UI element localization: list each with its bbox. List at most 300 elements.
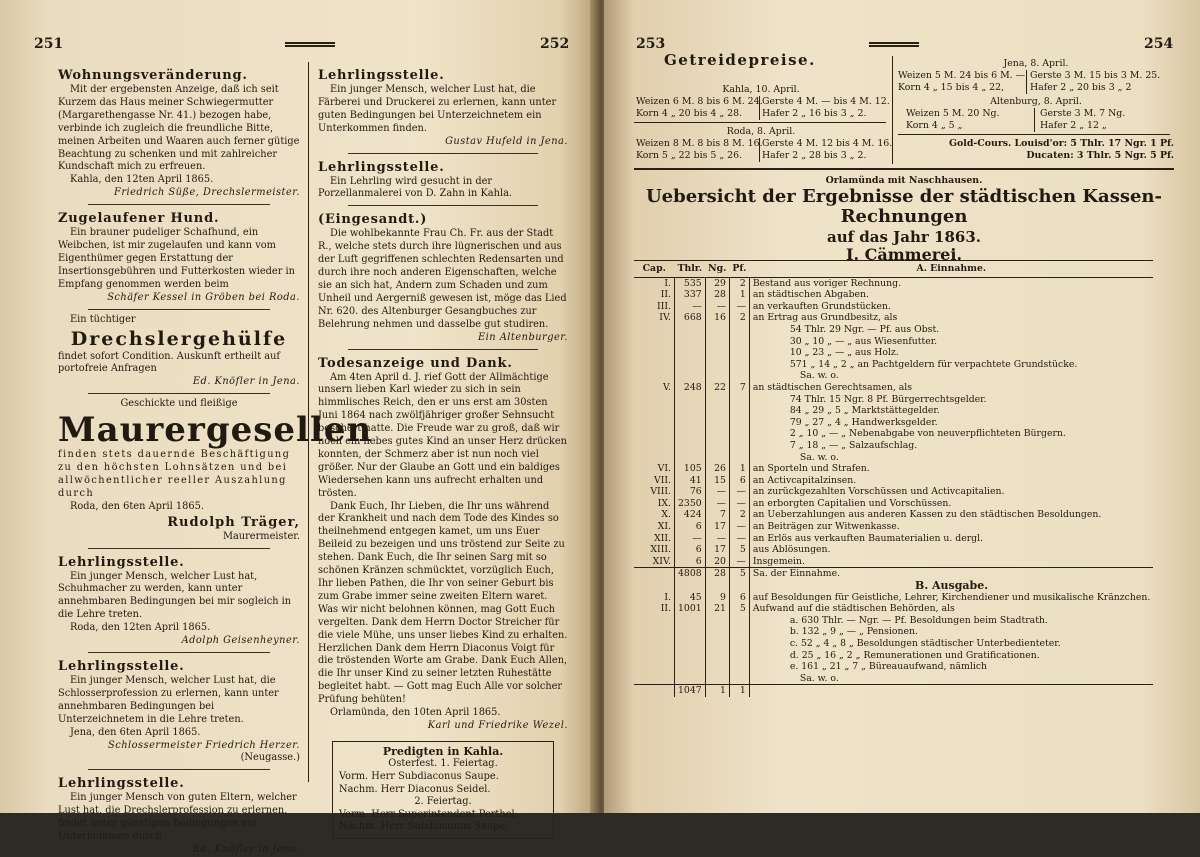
ad-wohnung-body: Mit der ergebensten Anzeige, daß ich seit Kurzem das Haus meiner Schwiegermutter (Margarethengasse Nr. 41.) bezogen habe, verbinde ich zugleich die freundliche Bitte, meinen Arbeiten und Waaren auch ferner gütige Beachtung zu schenken und mit zahlreicher Kundschaft mich zu erfreuen. xyxy=(58,84,300,173)
page-number-251: 251 xyxy=(34,36,64,52)
jena-head: Jena, 8. April. xyxy=(1003,58,1069,69)
table-row xyxy=(634,440,1153,452)
row-text: Insgemein. xyxy=(752,555,805,567)
divider xyxy=(348,153,538,154)
row-pf: — xyxy=(729,486,749,498)
ad-d-date: Orlamünda, den 10ten April 1865. xyxy=(330,707,501,719)
table-row xyxy=(634,638,1153,650)
ad-maurer-title: Maurergesellen xyxy=(58,410,373,451)
table-row xyxy=(634,347,1153,359)
table-row xyxy=(634,544,1153,556)
row-ng: 21 xyxy=(705,603,729,615)
row-cap xyxy=(634,359,675,371)
row-text: c. 52 „ 4 „ 8 „ Besoldungen städtischer Unterbedienteter. xyxy=(789,638,1061,649)
kasse-section: I. Cämmerei. xyxy=(845,245,963,264)
row-text: an Ertrag aus Grundbesitz, als xyxy=(752,312,898,324)
row-text: 30 „ 10 „ — „ aus Wiesenfutter. xyxy=(789,335,938,347)
table-row xyxy=(634,382,1153,394)
altenburg-gerste: Gerste 3 M. 7 Ng. xyxy=(1040,108,1126,119)
ad-lehrling3-body: Ein junger Mensch von guten Eltern, welcher Lust hat, die Drechslerprofession zu erlernen, findet unter günstigen Bedingungen ein Unterkommen durch xyxy=(58,792,297,843)
col-thlr: Thlr. xyxy=(675,261,706,278)
row-cap xyxy=(634,405,675,417)
row-pf xyxy=(729,615,749,627)
table-row xyxy=(634,359,1153,371)
row-text: an verkauften Grundstücken. xyxy=(752,300,891,312)
row-cap: III. xyxy=(634,301,675,313)
row-text: an erborgten Capitalien und Vorschüssen. xyxy=(752,497,952,509)
row-cap xyxy=(634,650,675,662)
row-ng: 9 xyxy=(705,592,729,604)
row-text: Sa. w. o. xyxy=(799,370,839,382)
row-ng: 29 xyxy=(705,277,729,289)
table-row xyxy=(634,533,1153,545)
row-cap: VI. xyxy=(634,463,675,475)
ad-lehrling1-title: Lehrlingsstelle. xyxy=(58,554,185,570)
row-text: 2 „ 10 „ — „ Nebenabgabe von neuverpflichteten Bürgern. xyxy=(789,428,1066,440)
kasse-table-header xyxy=(634,261,1153,278)
row-cap: VIII. xyxy=(634,486,675,498)
last-thlr: 1047 xyxy=(675,685,706,697)
row-pf: — xyxy=(729,521,749,533)
ausgabe-rows xyxy=(634,592,1153,685)
page-number-254: 254 xyxy=(1144,36,1174,52)
jena-korn: Korn 4 „ 15 bis 4 „ 22, xyxy=(898,82,1005,93)
row-ng xyxy=(705,661,729,673)
row-pf: 2 xyxy=(729,312,749,324)
kasse-place: Orlamünda mit Naschhausen. xyxy=(825,175,983,186)
row-pf: 2 xyxy=(729,509,749,521)
row-cap xyxy=(634,615,675,627)
row-text: Sa. w. o. xyxy=(799,451,839,463)
kasse-subtitle: auf das Jahr 1863. xyxy=(827,228,981,246)
row-pf xyxy=(729,428,749,440)
ad-lehrling2-date: Jena, den 6ten April 1865. xyxy=(70,726,201,738)
ad-maurer-pre: Geschickte und fleißige xyxy=(120,398,238,410)
row-text: 10 „ 23 „ — „ aus Holz. xyxy=(789,347,899,359)
row-text: Bestand aus voriger Rechnung. xyxy=(752,277,902,289)
row-pf xyxy=(729,336,749,348)
row-ng xyxy=(705,440,729,452)
ad-a-body: Ein junger Mensch, welcher Lust hat, die Färberei und Druckerei zu erlernen, kann unter guten Bedingungen bei Unterzeichnetem ein Unterkommen finden. xyxy=(318,84,557,134)
ad-wohnung-title: Wohnungsveränderung. xyxy=(58,68,248,83)
row-thlr: 6 xyxy=(675,521,706,533)
row-text: 54 Thlr. 29 Ngr. — Pf. aus Obst. xyxy=(789,323,940,335)
row-thlr: 248 xyxy=(675,382,706,394)
row-ng xyxy=(705,452,729,464)
row-cap xyxy=(634,626,675,638)
row-ng: 22 xyxy=(705,382,729,394)
row-cap xyxy=(634,428,675,440)
ad-lehrling2-role: (Neugasse.) xyxy=(240,752,300,764)
col-cap: Cap. xyxy=(634,261,675,278)
row-thlr xyxy=(675,452,706,464)
roda-hafer: Hafer 2 „ 28 bis 3 „ 2. xyxy=(762,150,867,161)
row-ng: — xyxy=(705,533,729,545)
row-pf: 6 xyxy=(729,592,749,604)
header-rule xyxy=(869,42,919,47)
price-divider xyxy=(759,138,760,162)
kahla-gerste: Gerste 4 M. — bis 4 M. 12. xyxy=(762,96,890,107)
divider xyxy=(348,349,538,350)
ad-b-title: Lehrlingsstelle. xyxy=(318,159,445,175)
row-thlr: — xyxy=(675,301,706,313)
predigten-line-6: Nachm. Herr Subdiaconus Saupe. xyxy=(339,821,509,833)
row-pf xyxy=(729,440,749,452)
row-ng: — xyxy=(705,301,729,313)
row-ng xyxy=(705,615,729,627)
row-pf xyxy=(729,626,749,638)
ad-a-signature: Gustav Hufeld in Jena. xyxy=(445,135,568,147)
table-row xyxy=(634,289,1153,301)
row-text: an Ueberzahlungen aus anderen Kassen zu den städtischen Besoldungen. xyxy=(752,509,1102,521)
gold-cours xyxy=(904,138,1174,162)
ad-maurer-role: Maurermeister. xyxy=(222,530,300,542)
row-cap xyxy=(634,336,675,348)
sum-text: Sa. der Einnahme. xyxy=(749,568,1153,580)
einnahme-head: A. Einnahme. xyxy=(749,261,1153,278)
row-ng: 7 xyxy=(705,509,729,521)
price-divider xyxy=(1034,108,1035,132)
row-text: 571 „ 14 „ 2 „ an Pachtgeldern für verpachtete Grundstücke. xyxy=(789,358,1078,370)
ad-drechsler-title: Drechslergehülfe xyxy=(70,327,288,350)
predigten-box xyxy=(332,741,554,839)
row-ng: 15 xyxy=(705,475,729,487)
row-thlr: 2350 xyxy=(675,498,706,510)
row-thlr: 1001 xyxy=(675,603,706,615)
getreide-kahla-right xyxy=(762,96,890,120)
row-ng xyxy=(705,324,729,336)
table-row xyxy=(634,486,1153,498)
row-cap: V. xyxy=(634,382,675,394)
gold-cours-line: Gold-Cours. Louisd'or: 5 Thlr. 17 Ngr. 1 Pf. xyxy=(949,138,1174,149)
row-text: an Beiträgen zur Witwenkasse. xyxy=(752,521,900,533)
table-row xyxy=(634,509,1153,521)
predigten-line-3: Nachm. Herr Diaconus Seidel. xyxy=(339,783,491,795)
row-text: 79 „ 27 „ 4 „ Handwerksgelder. xyxy=(789,416,938,428)
row-thlr: 45 xyxy=(675,592,706,604)
price-rule xyxy=(634,122,886,123)
table-row xyxy=(634,650,1153,662)
table-row xyxy=(634,452,1153,464)
roda-korn: Korn 5 „ 22 bis 5 „ 26. xyxy=(636,150,743,161)
row-ng xyxy=(705,417,729,429)
table-row xyxy=(634,661,1153,673)
header-rule xyxy=(285,42,335,47)
row-pf xyxy=(729,370,749,382)
row-pf: 6 xyxy=(729,475,749,487)
page-number-253: 253 xyxy=(636,36,666,52)
sum-thlr: 4808 xyxy=(675,568,706,580)
row-cap xyxy=(634,324,675,336)
row-thlr xyxy=(675,324,706,336)
row-ng: 26 xyxy=(705,463,729,475)
row-pf xyxy=(729,347,749,359)
divider xyxy=(88,393,270,394)
getreide-roda-right xyxy=(762,138,892,162)
ad-lehrling2-title: Lehrlingsstelle. xyxy=(58,659,185,674)
row-thlr xyxy=(675,347,706,359)
getreide-altenburg-right xyxy=(1040,108,1125,132)
left-page xyxy=(0,0,596,855)
ad-drechsler-signature: Ed. Knöfler in Jena. xyxy=(192,376,300,388)
predigten-title: Predigten in Kahla. xyxy=(382,744,504,758)
kahla-head: Kahla, 10. April. xyxy=(722,84,800,95)
roda-head: Roda, 8. April. xyxy=(726,126,796,137)
row-cap xyxy=(634,440,675,452)
ad-d-body2: Dank Euch, Ihr Lieben, die Ihr uns während der Krankheit und nach dem Tode des Kindes so theilnehmend entgegen kamet, um uns Euer Beileid zu bezeigen und uns tröstend zur Seite zu stehen. Dank Euch, die Ihr seinen Sarg mit so schönen Kränzen schmücktet, vorzüglich Euch, Ihr lieben Pathen, die Ihr von seiner Geburt bis zum Grabe immer seine zweiten Eltern waret. Was wir nicht belohnen können, mag Gott Euch vergelten. Dank dem Herrn Doctor Streicher für die viele Mühe, uns unser liebes Kind zu erhalten. Herzlichen Dank dem Herrn Diaconus Voigt für die tröstenden Worte am Grabe. Dank Euch Allen, die Ihr unser Kind zu seiner letzten Ruhestätte begleitet habt. — Gott mag Euch Alle vor solcher Prüfung behüten! xyxy=(318,500,568,706)
ad-drechsler-body: findet sofort Condition. Auskunft ertheilt auf portofreie Anfragen xyxy=(58,350,281,375)
row-thlr: 424 xyxy=(675,509,706,521)
ad-c-title: (Eingesandt.) xyxy=(318,212,428,228)
section-rule xyxy=(634,168,1174,170)
row-ng xyxy=(705,650,729,662)
table-row xyxy=(634,673,1153,685)
row-thlr xyxy=(675,417,706,429)
row-pf: 2 xyxy=(729,277,749,289)
row-thlr: 76 xyxy=(675,486,706,498)
row-cap xyxy=(634,417,675,429)
row-cap xyxy=(634,347,675,359)
altenburg-korn: Korn 4 „ 5 „ xyxy=(906,120,963,131)
ad-hund-body: Ein brauner pudeliger Schafhund, ein Weibchen, ist mir zugelaufen und kann vom Eigenthümer gegen Erstattung der Insertionsgebühren und Futterkosten wieder in Empfang genommen werden beim xyxy=(58,227,295,290)
divider xyxy=(88,548,270,549)
table-row xyxy=(634,475,1153,487)
row-ng: 20 xyxy=(705,556,729,568)
divider xyxy=(88,204,270,205)
ad-lehrling1-date: Roda, den 12ten April 1865. xyxy=(70,622,211,634)
kasse-title: Uebersicht der Ergebnisse der städtischen Kassen-Rechnungen xyxy=(645,186,1162,227)
getreide-altenburg xyxy=(898,96,1174,132)
row-cap xyxy=(634,638,675,650)
altenburg-hafer: Hafer 2 „ 12 „ xyxy=(1040,120,1107,131)
ad-d-title: Todesanzeige und Dank. xyxy=(318,355,513,371)
row-text: an zurückgezahlten Vorschüssen und Activcapitalien. xyxy=(752,486,1005,498)
row-thlr xyxy=(675,394,706,406)
row-ng: 17 xyxy=(705,544,729,556)
sum-ng: 28 xyxy=(705,568,729,580)
row-thlr xyxy=(675,638,706,650)
roda-weizen: Weizen 8 M. 8 bis 8 M. 16. xyxy=(636,138,763,149)
row-ng xyxy=(705,370,729,382)
price-divider xyxy=(759,96,760,120)
row-text: b. 132 „ 9 „ — „ Pensionen. xyxy=(789,626,918,638)
row-cap: XIV. xyxy=(634,556,675,568)
kasse-table xyxy=(634,260,1153,697)
table-row xyxy=(634,428,1153,440)
row-ng xyxy=(705,673,729,685)
table-row xyxy=(634,592,1153,604)
row-ng: — xyxy=(705,486,729,498)
row-ng xyxy=(705,638,729,650)
row-cap: VII. xyxy=(634,475,675,487)
ducaten-line: Ducaten: 3 Thlr. 5 Ngr. 5 Pf. xyxy=(1026,150,1174,161)
row-cap: II. xyxy=(634,603,675,615)
row-cap xyxy=(634,673,675,685)
table-row xyxy=(634,463,1153,475)
price-column-divider xyxy=(892,56,893,164)
right-page xyxy=(604,0,1200,813)
row-ng xyxy=(705,405,729,417)
row-cap xyxy=(634,394,675,406)
col-ng: Ng. xyxy=(705,261,729,278)
row-thlr xyxy=(675,650,706,662)
kasse-heading xyxy=(634,175,1174,264)
row-pf: 1 xyxy=(729,463,749,475)
row-thlr: 6 xyxy=(675,556,706,568)
ausgabe-head: B. Ausgabe. xyxy=(915,579,989,593)
table-row xyxy=(634,336,1153,348)
last-pf: 1 xyxy=(729,685,749,697)
row-cap: IX. xyxy=(634,498,675,510)
row-text: an städtischen Gerechtsamen, als xyxy=(752,381,913,393)
row-ng xyxy=(705,347,729,359)
sum-cap xyxy=(634,568,675,580)
divider xyxy=(88,652,270,653)
row-cap: XI. xyxy=(634,521,675,533)
row-pf: — xyxy=(729,533,749,545)
row-cap: X. xyxy=(634,509,675,521)
altenburg-head: Altenburg, 8. April. xyxy=(990,96,1082,107)
row-thlr xyxy=(675,440,706,452)
sum-pf: 5 xyxy=(729,568,749,580)
ad-d-body1: Am 4ten April d. J. rief Gott der Allmächtige unsern lieben Karl wieder zu sich in sein himmlisches Reich, den er uns erst am 30sten Juni 1864 nach zwölfjähriger großer Sehnsucht beschert hatte. Die Freude war zu groß, daß wir noch ein liebes gutes Kind an unser Herz drücken konnten, der Schmerz aber ist nun noch viel größer. Nur der Glaube an Gott und ein baldiges Wiedersehen kann uns aufrecht erhalten und trösten. xyxy=(318,371,567,499)
row-pf: — xyxy=(729,301,749,313)
row-text: an Erlös aus verkauften Baumaterialien u. dergl. xyxy=(752,532,984,544)
table-row xyxy=(634,277,1153,289)
row-thlr xyxy=(675,359,706,371)
row-thlr: 535 xyxy=(675,277,706,289)
einnahme-rows xyxy=(634,277,1153,568)
ad-lehrling3-title: Lehrlingsstelle. xyxy=(58,776,185,792)
row-pf xyxy=(729,417,749,429)
row-cap: II. xyxy=(634,289,675,301)
row-ng xyxy=(705,336,729,348)
price-divider xyxy=(1026,70,1027,94)
table-row xyxy=(634,405,1153,417)
row-pf: 5 xyxy=(729,544,749,556)
table-row xyxy=(634,312,1153,324)
row-cap: XII. xyxy=(634,533,675,545)
row-thlr: 105 xyxy=(675,463,706,475)
row-text: an Sporteln und Strafen. xyxy=(752,463,870,475)
row-pf: 7 xyxy=(729,382,749,394)
ad-c-body: Die wohlbekannte Frau Ch. Fr. aus der Stadt R., welche stets durch ihre lügnerischen und aus der Luft gegriffenen schlechten Redensarten und durch ihre noch anderen Eigenschaften, welche sie an sich hat, Andern zum Schaden und zum Unheil und Aergerniß gewesen ist, möge das Lied Nr. 620. des Altenburger Gesangbuches zur Belehrung nehmen und dasselbe gut studiren. xyxy=(318,228,567,330)
row-text: an Activcapitalzinsen. xyxy=(752,474,857,486)
row-text: 7 „ 18 „ — „ Salzaufschlag. xyxy=(789,439,918,451)
row-text: a. 630 Thlr. — Ngr. — Pf. Besoldungen beim Stadtrath. xyxy=(789,614,1048,626)
divider xyxy=(88,769,270,770)
table-row xyxy=(634,615,1153,627)
row-text: e. 161 „ 21 „ 7 „ Büreauaufwand, nämlich xyxy=(789,661,988,673)
divider xyxy=(88,309,270,310)
row-pf: — xyxy=(729,556,749,568)
ad-maurer-date: Roda, den 6ten April 1865. xyxy=(70,500,204,512)
row-cap: I. xyxy=(634,277,675,289)
table-row xyxy=(634,301,1153,313)
ad-wohnung-signature: Friedrich Süße, Drechslermeister. xyxy=(114,187,300,199)
row-ng xyxy=(705,359,729,371)
ad-lehrling2-signature: Schlossermeister Friedrich Herzer. xyxy=(108,739,300,751)
ad-lehrling2-body: Ein junger Mensch, welcher Lust hat, die Schlosserprofession zu erlernen, kann unter annehmbaren Bedingungen bei Unterzeichnetem in die Lehre treten. xyxy=(58,675,279,725)
row-text: 74 Thlr. 15 Ngr. 8 Pf. Bürgerrechtsgelder. xyxy=(789,393,987,405)
ad-b-body: Ein Lehrling wird gesucht in der Porzellanmalerei von D. Zahn in Kahla. xyxy=(318,175,513,200)
row-ng: — xyxy=(705,498,729,510)
row-text: d. 25 „ 16 „ 2 „ Remunerationen und Gratificationen. xyxy=(789,649,1040,661)
kahla-korn: Korn 4 „ 20 bis 4 „ 28. xyxy=(636,108,743,119)
ausgabe-sum-row xyxy=(634,685,1153,697)
row-pf xyxy=(729,673,749,685)
table-row xyxy=(634,626,1153,638)
getreide-jena-right xyxy=(1030,70,1160,94)
altenburg-weizen: Weizen 5 M. 20 Ng. xyxy=(906,108,1000,119)
col-pf: Pf. xyxy=(729,261,749,278)
row-pf xyxy=(729,638,749,650)
row-text: auf Besoldungen für Geistliche, Lehrer, Kirchendiener und musikalische Kränzchen. xyxy=(752,591,1151,603)
row-thlr xyxy=(675,370,706,382)
predigten-line-2: Vorm. Herr Subdiaconus Saupe. xyxy=(339,771,499,783)
row-ng xyxy=(705,428,729,440)
row-thlr: — xyxy=(675,533,706,545)
ad-maurer-signature: Rudolph Träger, xyxy=(167,514,300,530)
divider xyxy=(348,205,538,206)
row-text: Aufwand auf die städtischen Behörden, als xyxy=(752,603,955,615)
row-ng xyxy=(705,394,729,406)
row-text: Sa. w. o. xyxy=(799,672,839,684)
ad-c-signature: Ein Altenburger. xyxy=(477,331,568,343)
table-row xyxy=(634,324,1153,336)
row-ng: 17 xyxy=(705,521,729,533)
ad-drechsler-pre: Ein tüchtiger xyxy=(70,313,136,325)
table-row xyxy=(634,603,1153,615)
ad-d-signature: Karl und Friedrike Wezel. xyxy=(427,719,568,731)
row-cap: XIII. xyxy=(634,544,675,556)
row-ng xyxy=(705,626,729,638)
row-cap xyxy=(634,370,675,382)
row-pf: — xyxy=(729,498,749,510)
predigten-line-1: Osterfest. 1. Feiertag. xyxy=(388,758,498,770)
row-text: aus Ablösungen. xyxy=(752,544,831,556)
einnahme-sum-row xyxy=(634,568,1153,580)
row-thlr: 337 xyxy=(675,289,706,301)
column-divider xyxy=(308,62,309,782)
table-row xyxy=(634,498,1153,510)
predigten-line-5: Vorm. Herr Superintendent Perthel, xyxy=(339,808,518,820)
ad-lehrling1-body: Ein junger Mensch, welcher Lust hat, Schuhmacher zu werden, kann unter annehmbaren Bedingungen bei mir sogleich in die Lehre treten. xyxy=(58,570,292,621)
predigten-line-4: 2. Feiertag. xyxy=(414,796,472,808)
row-pf: 5 xyxy=(729,603,749,615)
page-number-252: 252 xyxy=(540,36,570,52)
ad-lehrling1-signature: Adolph Geisenheyner. xyxy=(181,635,300,647)
row-thlr xyxy=(675,428,706,440)
jena-weizen: Weizen 5 M. 24 bis 6 M. — xyxy=(898,70,1026,81)
table-row xyxy=(634,556,1153,568)
ad-hund-title: Zugelaufener Hund. xyxy=(58,211,220,227)
row-thlr xyxy=(675,336,706,348)
kasse-table-wrap xyxy=(634,260,1178,697)
row-pf xyxy=(729,359,749,371)
row-pf xyxy=(729,661,749,673)
row-cap xyxy=(634,452,675,464)
ad-lehrling3-signature: Ed. Knöfler in Jena. xyxy=(192,843,300,855)
price-rule xyxy=(898,134,1170,135)
ad-a-title: Lehrlingsstelle. xyxy=(318,68,445,83)
ad-wohnung-date: Kahla, den 12ten April 1865. xyxy=(70,174,214,186)
table-row xyxy=(634,417,1153,429)
ad-hund-signature: Schäfer Kessel in Gröben bei Roda. xyxy=(107,291,300,303)
row-thlr xyxy=(675,661,706,673)
row-cap xyxy=(634,661,675,673)
ausgabe-head-row xyxy=(634,580,1153,592)
